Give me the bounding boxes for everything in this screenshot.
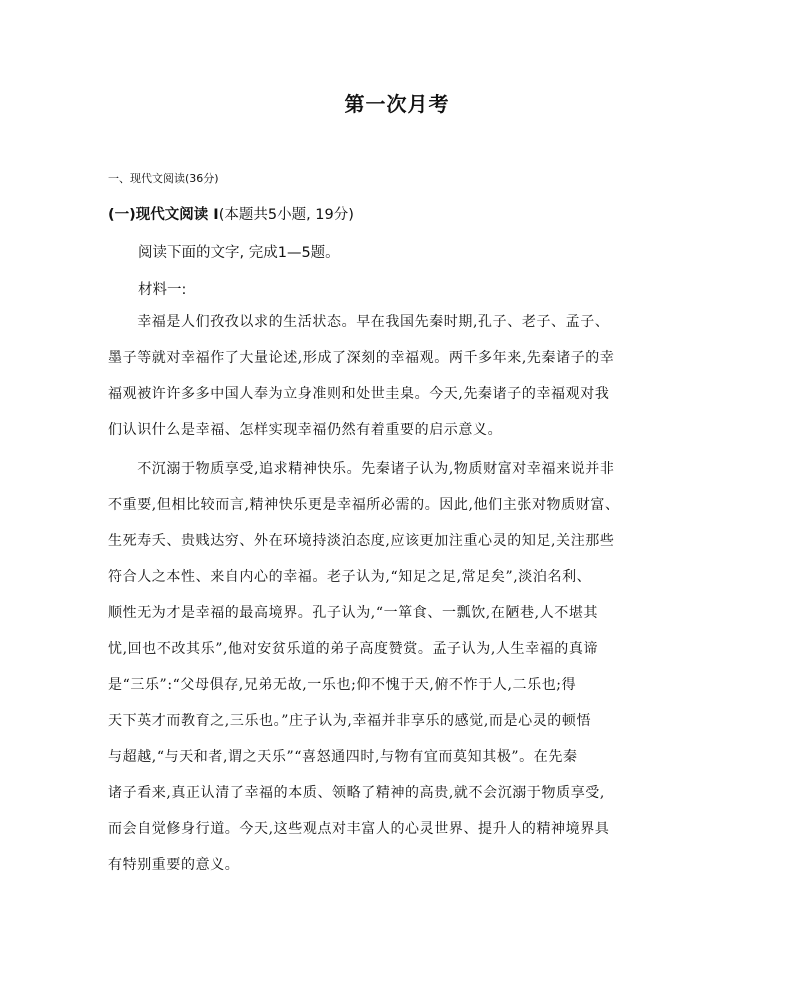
body-line: 生死寿夭、贵贱达穷、外在环境持淡泊态度,应该更加注重心灵的知足,关注那些 [108, 533, 615, 549]
body-line: 符合人之本性、来自内心的幸福。老子认为,“知足之足,常足矣”,淡泊名利、 [108, 569, 592, 585]
body-line: 忧,回也不改其乐”,他对安贫乐道的弟子高度赞赏。孟子认为,人生幸福的真谛 [108, 641, 599, 657]
subsection-heading [108, 203, 354, 224]
body-line: 与超越,“与天和者,谓之天乐”“喜怒通四时,与物有宜而莫知其极”。在先秦 [108, 749, 578, 765]
body-line: 墨子等就对幸福作了大量论述,形成了深刻的幸福观。两千多年来,先秦诸子的幸 [108, 350, 615, 366]
body-line: 们认识什么是幸福、怎样实现幸福仍然有着重要的启示意义。 [108, 422, 503, 438]
body-line: 有特别重要的意义。 [108, 857, 240, 873]
subsection-label: (一)现代文阅读 I [108, 207, 219, 223]
body-line: 是“三乐”:“父母俱存,兄弟无故,一乐也;仰不愧于天,俯不怍于人,二乐也;得 [108, 677, 577, 693]
exam-title: 第一次月考 [344, 92, 450, 116]
body-line: 不重要,但相比较而言,精神快乐更是幸福所必需的。因此,他们主张对物质财富、 [108, 497, 620, 513]
material-label: 材料一: [138, 282, 187, 298]
section-heading: 一、现代文阅读(36分) [108, 172, 219, 185]
body-line: 而会自觉修身行道。今天,这些观点对丰富人的心灵世界、提升人的精神境界具 [108, 821, 610, 837]
instruction-text: 阅读下面的文字, 完成1—5题。 [138, 245, 340, 261]
body-line: 幸福是人们孜孜以求的生活状态。早在我国先秦时期,孔子、老子、孟子、 [108, 314, 610, 330]
body-line: 福观被许许多多中国人奉为立身准则和处世圭臬。今天,先秦诸子的幸福观对我 [108, 386, 610, 402]
body-line: 诸子看来,真正认清了幸福的本质、领略了精神的高贵,就不会沉溺于物质享受, [108, 785, 605, 801]
body-line: 不沉溺于物质享受,追求精神快乐。先秦诸子认为,物质财富对幸福来说并非 [108, 461, 615, 477]
subsection-detail: (本题共5小题, 19分) [218, 207, 354, 223]
body-line: 天下英才而教育之,三乐也。”庄子认为,幸福并非享乐的感觉,而是心灵的顿悟 [108, 713, 592, 729]
body-line: 顺性无为才是幸福的最高境界。孔子认为,“一箪食、一瓢饮,在陋巷,人不堪其 [108, 605, 599, 621]
